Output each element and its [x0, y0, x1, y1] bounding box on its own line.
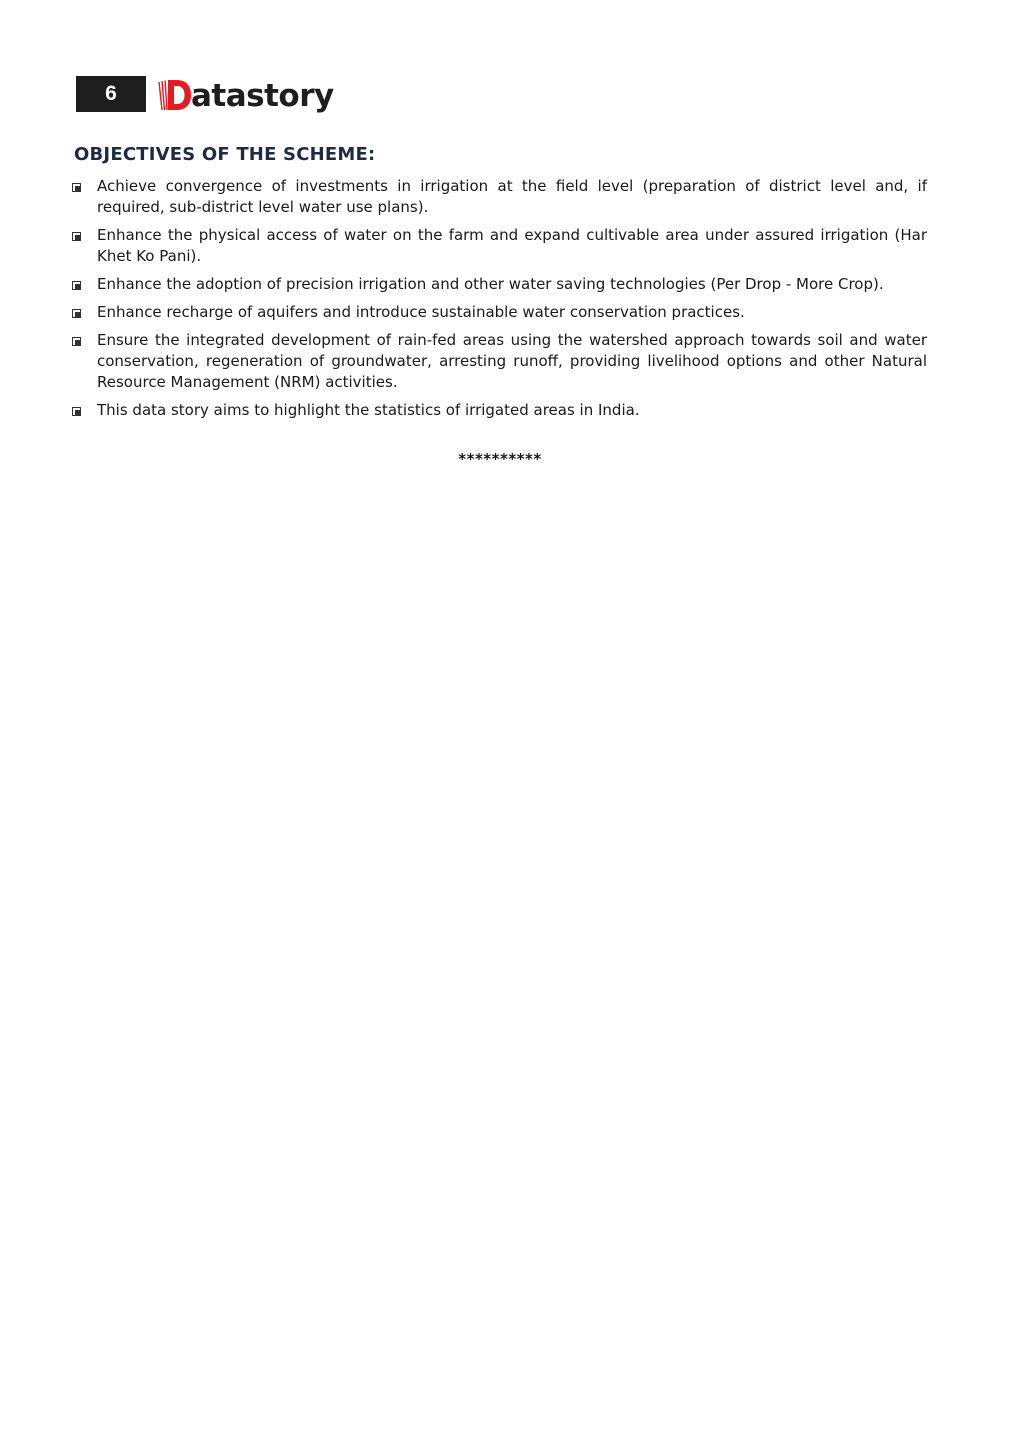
page-header [76, 72, 334, 116]
list-item-text: Enhance recharge of aquifers and introduce sustainable water conservation practices. [97, 303, 745, 321]
list-item-text: This data story aims to highlight the statistics of irrigated areas in India. [97, 401, 640, 419]
list-item-text: Enhance the adoption of precision irrigation and other water saving technologies (Per Drop - More Crop). [97, 275, 884, 293]
section-title: OBJECTIVES OF THE SCHEME: [74, 144, 376, 165]
list-item-text: Achieve convergence of investments in irrigation at the field level (preparation of district level and, if required, sub-district level water use plans). [97, 177, 927, 216]
objectives-list [72, 176, 927, 428]
square-bullet-icon [72, 183, 81, 192]
list-item [72, 302, 927, 323]
datastory-logo [156, 72, 334, 116]
section-separator: ********** [458, 450, 542, 468]
list-item-text: Enhance the physical access of water on the farm and expand cultivable area under assured irrigation (Har Khet Ko Pani). [97, 226, 927, 265]
list-item [72, 176, 927, 218]
list-item [72, 400, 927, 421]
logo-wordmark: atastory [191, 78, 334, 114]
page-number: 6 [76, 76, 146, 112]
list-item [72, 274, 927, 295]
list-item [72, 225, 927, 267]
square-bullet-icon [72, 407, 81, 416]
list-item [72, 330, 927, 393]
square-bullet-icon [72, 232, 81, 241]
square-bullet-icon [72, 337, 81, 346]
list-item-text: Ensure the integrated development of rain-fed areas using the watershed approach towards soil and water conservation, regeneration of groundwater, arresting runoff, providing livelihood options and other Natural Resource Management (NRM) activities. [97, 331, 927, 391]
square-bullet-icon [72, 309, 81, 318]
datastory-logo-mark-icon [156, 76, 192, 116]
square-bullet-icon [72, 281, 81, 290]
